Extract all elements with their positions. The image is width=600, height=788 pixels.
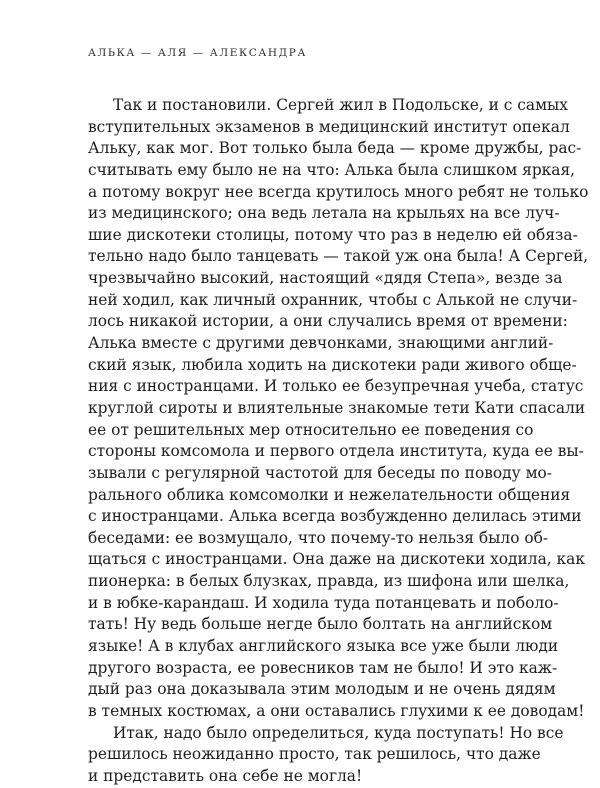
text-line: щаться с иностранцами. Она даже на дискотеки ходила, как: [88, 550, 585, 569]
body-text: [88, 95, 589, 788]
text-line: беседами: ее возмущало, что почему-то нельзя было об-: [88, 528, 549, 547]
text-line: ния с иностранцами. И только ее безупречная учеба, статус: [88, 377, 584, 396]
text-line: стороны комсомола и первого отдела института, куда ее вы-: [88, 442, 584, 461]
paragraph-2: [88, 723, 564, 788]
text-line: а потому вокруг нее всегда крутилось много ребят не только: [88, 182, 589, 201]
text-line: тать! Ну ведь больше негде было болтать на английском: [88, 615, 553, 634]
text-line: круглой сироты и влиятельные знакомые тети Кати спасали: [88, 398, 586, 417]
text-line: Альку, как мог. Вот только была беда — кроме дружбы, рас-: [88, 139, 582, 158]
text-line: Итак, надо было определиться, куда поступать! Но все: [113, 723, 564, 742]
text-line: другого возраста, ее ровесников там не было! И это каж-: [88, 658, 558, 677]
text-line: чрезвычайно высокий, настоящий «дядя Степа», везде за: [88, 269, 563, 288]
text-line: из медицинского; она ведь летала на крыльях на все луч-: [88, 204, 560, 223]
text-line: пионерка: в белых блузках, правда, из шифона или шелка,: [88, 572, 570, 591]
text-line: ее от решительных мер относительно ее поведения со: [88, 420, 534, 439]
text-line: рального облика комсомолки и нежелательности общения: [88, 485, 571, 504]
paragraph-1: [88, 95, 589, 723]
text-line: Так и постановили. Сергей жил в Подольске, и с самых: [113, 96, 568, 114]
text-line: дый раз она доказывала этим молодым и не очень дядям: [88, 680, 556, 699]
text-line: решилось неожиданно просто, так решилось, что даже: [88, 745, 541, 764]
text-line: языке! А в клубах английского языка все уже были люди: [88, 637, 559, 656]
text-line: с иностранцами. Алька всегда возбужденно делилась этими: [88, 507, 582, 526]
text-line: и в юбке-карандаш. И ходила туда потанцевать и поболо-: [88, 593, 559, 612]
text-line: ский язык, любила ходить на дискотеки ради живого обще-: [88, 355, 577, 374]
text-line: шие дискотеки столицы, потому что раз в неделю ей обяза-: [88, 225, 578, 244]
text-line: тельно надо было танцевать — такой уж она была! А Сергей,: [88, 247, 589, 266]
text-line: вступительных экзаменов в медицинский институт опекал: [88, 117, 570, 136]
text-line: и представить она себе не могла!: [88, 766, 363, 785]
text-line: считывать ему было не на что: Алька была слишком яркая,: [88, 160, 576, 179]
text-line: ней ходил, как личный охранник, чтобы с Алькой не случи-: [88, 290, 578, 309]
text-line: в темных костюмах, а они оставались глухими к ее доводам!: [88, 701, 585, 720]
text-line: лось никакой истории, а они случались время от времени:: [88, 312, 568, 331]
running-header: АЛЬКА — АЛЯ — АЛЕКСАНДРА: [88, 47, 308, 59]
text-line: зывали с регулярной частотой для беседы по поводу мо-: [88, 463, 553, 482]
text-line: Алька вместе с другими девчонками, знающими англий-: [88, 334, 554, 353]
